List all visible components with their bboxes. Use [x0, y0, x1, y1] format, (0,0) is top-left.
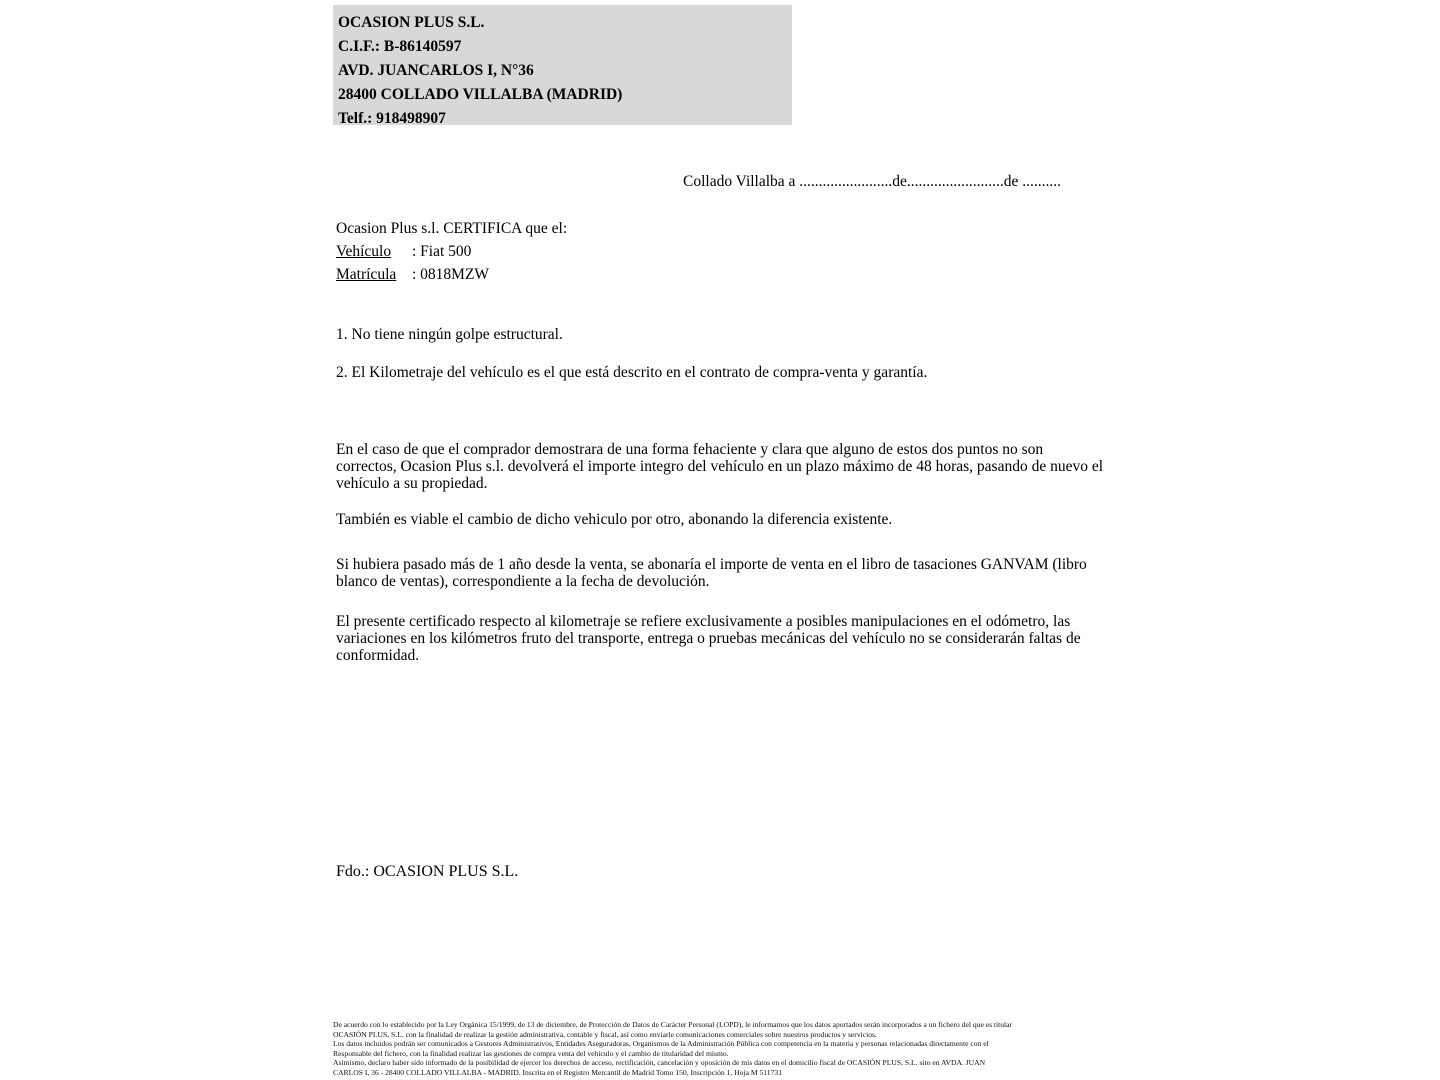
legal-footer-line: Los datos incluidos podrán ser comunicados a Gestores Administrativos, Entidades Aseguradoras, Organismos de la Administración Pública con competencia en la materia y personas relacionadas directamente con el: [333, 1039, 989, 1049]
paragraph-vehicle-exchange: También es viable el cambio de dicho vehiculo por otro, abonando la diferencia existente.: [336, 511, 893, 528]
plate-value: : 0818MZW: [412, 266, 490, 283]
company-name: OCASION PLUS S.L.: [338, 14, 485, 31]
company-cif: C.I.F.: B-86140597: [338, 38, 462, 55]
company-city: 28400 COLLADO VILLALBA (MADRID): [338, 86, 623, 103]
legal-footer-line: De acuerdo con lo establecido por la Ley Orgánica 15/1999, de 13 de diciembre, de Protección de Datos de Carácter Personal (LOPD), le informamos que los datos aportados serán incorporados a un fichero del que es titular: [333, 1020, 1013, 1029]
plate-line: [336, 263, 567, 286]
certification-block: [336, 217, 567, 286]
certification-intro: Ocasion Plus s.l. CERTIFICA que el:: [336, 220, 568, 237]
legal-footer-line: Asimismo, declaro haber sido informado de la posibilidad de ejercer los derechos de acceso, rectificación, cancelación y oposición de mis datos en el domicilio fiscal de OCASIÓN PLUS, S.L. sito en AVDA. JUAN: [333, 1058, 986, 1068]
company-header-block: [333, 5, 792, 125]
vehicle-label: Vehículo: [336, 243, 392, 260]
company-address: AVD. JUANCARLOS I, N°36: [338, 62, 534, 79]
legal-footer-line: Responsable del fichero, con la finalidad realizar las gestiones de compra venta del vehículo y el cambio de titularidad del mismo.: [333, 1048, 729, 1058]
vehicle-value: : Fiat 500: [412, 243, 472, 260]
legal-footer-line: CARLOS I, 36 - 28400 COLLADO VILLALBA - MADRID. Inscrita en el Registro Mercantil de Madrid Tomo 150, Inscripción 1, Hoja M 511731: [333, 1067, 782, 1077]
date-line: Collado Villalba a ........................de.........................de ..........: [683, 173, 1062, 190]
paragraph-refund-terms: En el caso de que el comprador demostrara de una forma fehaciente y clara que alguno de estos dos puntos no son correctos, Ocasion Plus s.l. devolverá el importe integro del vehículo en un plazo máximo de 48 horas, pasando de nuevo el vehículo a su propiedad.: [336, 441, 1104, 492]
plate-label: Matrícula: [336, 266, 397, 283]
legal-footer-line: OCASIÓN PLUS, S.L. con la finalidad de realizar la gestión administrativa, contable y fiscal, así como enviarle comunicaciones comerciales sobre nuestros productos y servicios.: [333, 1029, 877, 1039]
legal-footer: [333, 1020, 1111, 1078]
signature-line: Fdo.: OCASION PLUS S.L.: [336, 863, 519, 880]
paragraph-ganvam: Si hubiera pasado más de 1 año desde la venta, se abonaría el importe de venta en el libro de tasaciones GANVAM (libro blanco de ventas), correspondiente a la fecha de devolución.: [336, 556, 1087, 590]
paragraph-odometer-disclaimer: El presente certificado respecto al kilometraje se refiere exclusivamente a posibles manipulaciones en el odómetro, las variaciones en los kilómetros fruto del transporte, entrega o pruebas mecánicas del vehículo no se considerarán faltas de conformidad.: [336, 613, 1081, 664]
company-phone: Telf.: 918498907: [338, 110, 446, 127]
vehicle-line: [336, 240, 567, 263]
point-structural: 1. No tiene ningún golpe estructural.: [336, 326, 563, 343]
point-mileage: 2. El Kilometraje del vehículo es el que está descrito en el contrato de compra-venta y garantía.: [336, 364, 928, 381]
